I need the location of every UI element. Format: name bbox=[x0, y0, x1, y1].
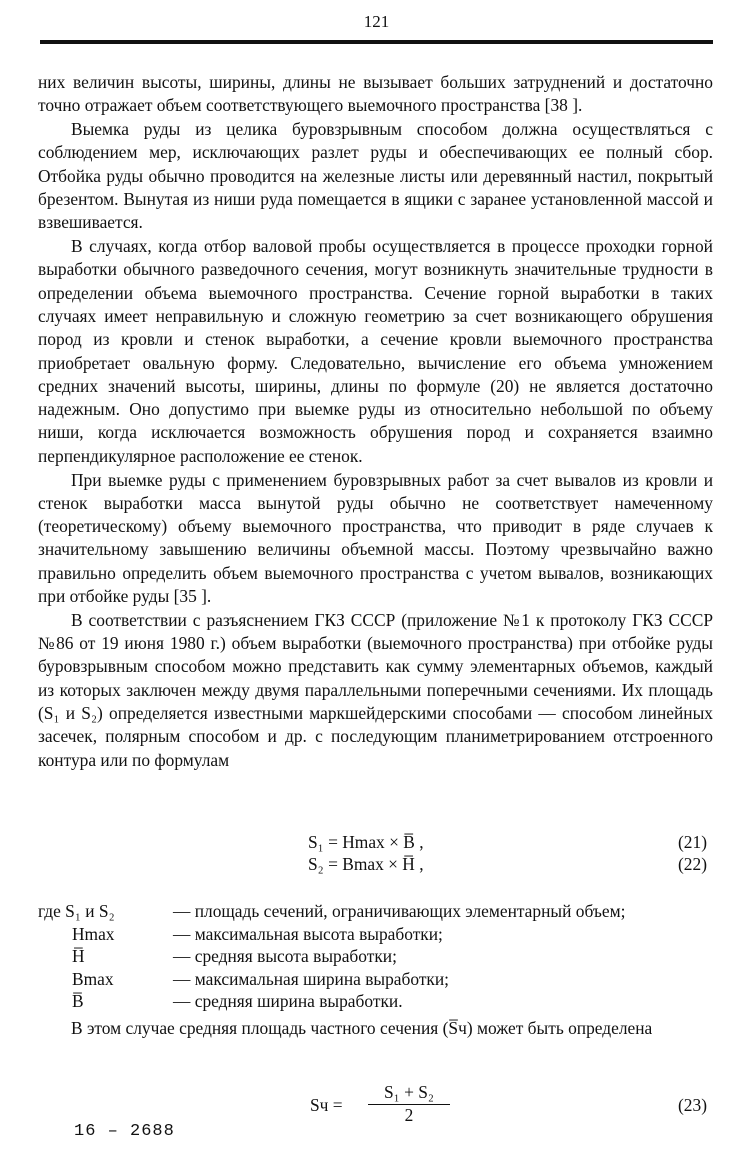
definition-row bbox=[38, 923, 713, 946]
equation-number: (21) bbox=[678, 832, 707, 852]
definition-row bbox=[38, 945, 713, 968]
definition-row bbox=[38, 968, 713, 991]
body-text bbox=[38, 71, 713, 772]
formula-lhs: Sч = bbox=[310, 1095, 343, 1115]
header-rule bbox=[40, 40, 713, 44]
definition-symbol: где S₁ и S₂ bbox=[38, 901, 115, 921]
paragraph: В случаях, когда отбор валовой пробы осуществляется в процессе проходки горной выработки обычного разведочного сечения, могут возникнуть значительные трудности в определении объема выемочного пространства. Сечение горной выработки в таких случаях имеет неправильную и сложную геометрию за счет возникающего обрушения пород из кровли и стенок выработки, а сечение кровли выемочного пространства приобретает овальную форму. Следовательно, вычисление его объема умножением средних значений высоты, ширины, длины по формуле (20) не является достаточно надежным. Оно допустимо при выемке руды из относительно небольшой по объему ниши, когда исключается возможность обрушения пород и сохраняется взаимно перпендикулярное расположение ее стенок. bbox=[38, 236, 713, 466]
paragraph: В этом случае средняя площадь частного сечения (S̅ч) может быть определена bbox=[71, 1018, 653, 1038]
formula-22 bbox=[38, 854, 713, 876]
formula-21 bbox=[38, 832, 713, 854]
formula-expression: S₂ = Bmax × H̅ , bbox=[308, 854, 424, 874]
definition-symbol: B̅ bbox=[72, 991, 84, 1011]
definitions-list bbox=[38, 900, 713, 1013]
definition-text: — средняя ширина выработки. bbox=[173, 991, 403, 1011]
paragraph: В соответствии с разъяснением ГКЗ СССР (приложение №1 к протоколу ГКЗ СССР №86 от 19 июня 1980 г.) объем выработки (выемочного пространства) при отбойке руды буровзрывным способом можно представить как сумму элементарных объемов, каждый из которых заключен между двумя параллельными поперечными сечениями. Их площадь (S₁ и S₂) определяется известными маркшейдерскими способами — способом линейных засечек, полярным способом и др. с последующим планиметрированием отстроенного контура или по формулам bbox=[38, 609, 713, 770]
equation-number: (23) bbox=[678, 1095, 707, 1115]
definition-symbol: Hmax bbox=[72, 923, 115, 944]
definition-symbol: H̅ bbox=[72, 946, 85, 966]
printer-signature: 16 – 2688 bbox=[74, 1122, 175, 1141]
definition-text: — площадь сечений, ограничивающих элементарный объем; bbox=[173, 901, 626, 921]
paragraph: При выемке руды с применением буровзрывных работ за счет вывалов из кровли и стенок выработки масса вынутой руды обычно не соответствует намеченному (теоретическому) объему выемочного пространства, что приводит в ряде случаев к значительному завышению величины объемной массы. Поэтому чрезвычайно важно правильно определить объем выемочного пространства с учетом вывалов, возникающих при отбойке руды [35 ]. bbox=[38, 469, 713, 607]
fraction-denominator: 2 bbox=[404, 1105, 414, 1125]
definition-row bbox=[38, 990, 713, 1013]
paragraph: Выемка руды из целика буровзрывным способом должна осуществляться с соблюдением мер, исключающих разлет руды и обеспечивающих ее полный сбор. Отбойка руды обычно проводится на железные листы или деревянный настил, покрытый брезентом. Вынутая из ниши руда помещается в ящики с заранее установленной массой и взвешивается. bbox=[38, 119, 713, 233]
fraction-numerator: S₁ + S₂ bbox=[368, 1082, 450, 1105]
formula-expression: S₁ = Hmax × B̅ , bbox=[308, 832, 424, 852]
definition-symbol: Bmax bbox=[72, 968, 114, 989]
fraction bbox=[368, 1082, 450, 1126]
page-number: 121 bbox=[363, 12, 390, 31]
formula-block bbox=[38, 832, 713, 876]
equation-number: (22) bbox=[678, 854, 707, 874]
definition-text: — максимальная высота выработки; bbox=[173, 923, 443, 944]
definition-text: — максимальная ширина выработки; bbox=[173, 968, 450, 989]
definition-row bbox=[38, 900, 713, 923]
paragraph: них величин высоты, ширины, длины не вызывает больших затруднений и достаточно точно отражает объем соответствующего выемочного пространства [38 ]. bbox=[38, 72, 713, 116]
definition-text: — средняя высота выработки; bbox=[173, 946, 397, 966]
closing-paragraph-block bbox=[38, 1017, 713, 1040]
